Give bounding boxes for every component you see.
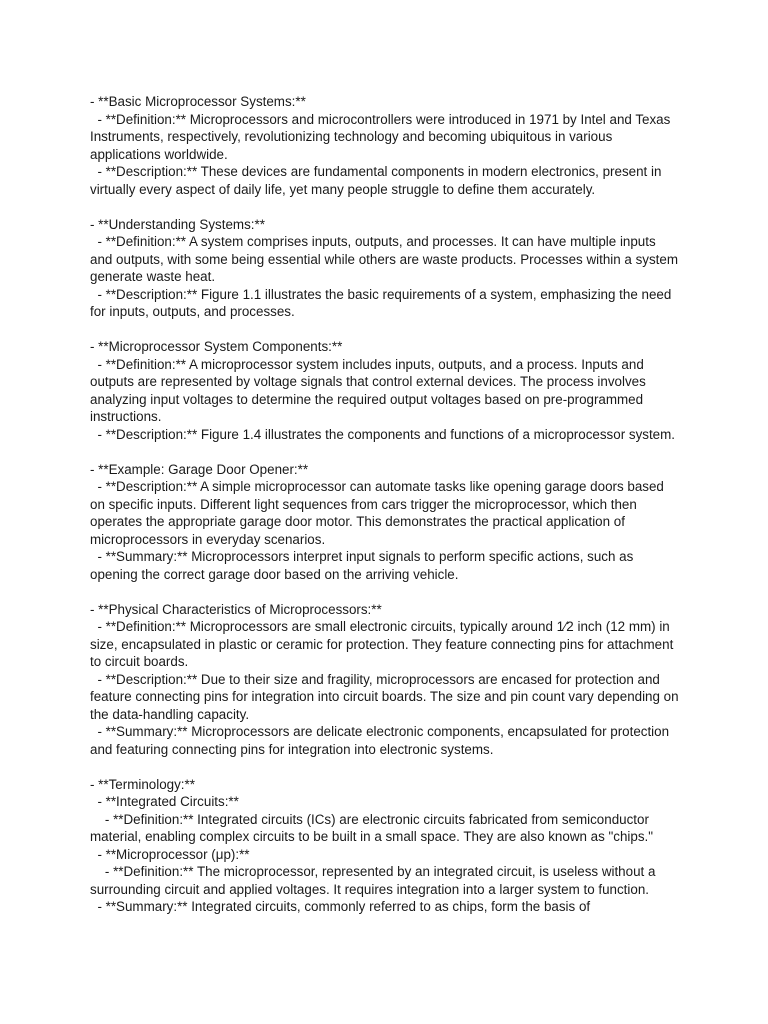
definition-item: - **Definition:** Microprocessors are small electronic circuits, typically around 1⁄2 inch (12 mm) in size, encapsulated in plastic or ceramic for protection. They feature connecting pins for attachment to circuit boards. [90,619,678,669]
section-heading: - **Basic Microprocessor Systems:** [90,94,306,109]
section-heading: - **Physical Characteristics of Microprocessors:** [90,601,382,617]
subheading-item: - **Integrated Circuits:** [90,794,239,809]
section-basic-microprocessor-systems [90,93,680,198]
description-item: - **Description:** Due to their size and fragility, microprocessors are encased for protection and feature connecting pins for integration into circuit boards. The size and pin count vary depending on the data-handling capacity. [90,671,683,722]
definition-item: - **Definition:** Integrated circuits (ICs) are electronic circuits fabricated from semiconductor material, enabling complex circuits to be built in a small space. They are also known as "chips." [90,811,654,844]
summary-item: - **Summary:** Integrated circuits, commonly referred to as chips, form the basis of [90,899,591,914]
section-understanding-systems [90,216,680,321]
definition-item: - **Definition:** A system comprises inputs, outputs, and processes. It can have multiple inputs and outputs, with some being essential while others are waste products. Processes within a system generate waste heat. [90,234,682,284]
description-item: - **Description:** A simple microprocessor can automate tasks like opening garage doors based on specific inputs. Different light sequences from cars trigger the microprocessor, which then operates the appropriate garage door motor. This demonstrates the practical application of microprocessors in everyday scenarios. [90,479,668,547]
description-item: - **Description:** Figure 1.4 illustrates the components and functions of a microprocessor system. [90,426,675,442]
definition-item: - **Definition:** The microprocessor, represented by an integrated circuit, is useless without a surrounding circuit and applied voltages. It requires integration into a larger system to function. [90,864,660,897]
section-heading: - **Terminology:** [90,776,195,792]
section-physical-characteristics [90,601,683,759]
description-item: - **Description:** Figure 1.1 illustrates the basic requirements of a system, emphasizing the need for inputs, outputs, and processes. [90,286,676,319]
section-terminology [90,776,680,916]
section-heading: - **Example: Garage Door Opener:** [90,461,309,477]
description-item: - **Description:** These devices are fundamental components in modern electronics, present in virtually every aspect of daily life, yet many people struggle to define them accurately. [90,164,666,197]
summary-item: - **Summary:** Microprocessors interpret input signals to perform specific actions, such as opening the correct garage door based on the arriving vehicle. [90,549,638,582]
section-heading: - **Microprocessor System Components:** [90,339,343,354]
summary-item: - **Summary:** Microprocessors are delicate electronic components, encapsulated for protection and featuring connecting pins for integration into electronic systems. [90,724,673,757]
section-example-garage-door-opener [90,461,680,584]
subheading-item: - **Microprocessor (μp):** [90,846,250,862]
definition-item: - **Definition:** A microprocessor system includes inputs, outputs, and a process. Inputs and outputs are represented by voltage signals that control external devices. The process involves analyzing input voltages to determine the required output voltages based on pre-programmed instructions. [90,356,650,424]
section-microprocessor-system-components [90,338,680,443]
definition-item: - **Definition:** Microprocessors and microcontrollers were introduced in 1971 by Intel and Texas Instruments, respectively, revolutionizing technology and becoming ubiquitous in various applications worldwide. [90,111,675,162]
section-heading: - **Understanding Systems:** [90,216,265,232]
document-page [90,93,683,933]
